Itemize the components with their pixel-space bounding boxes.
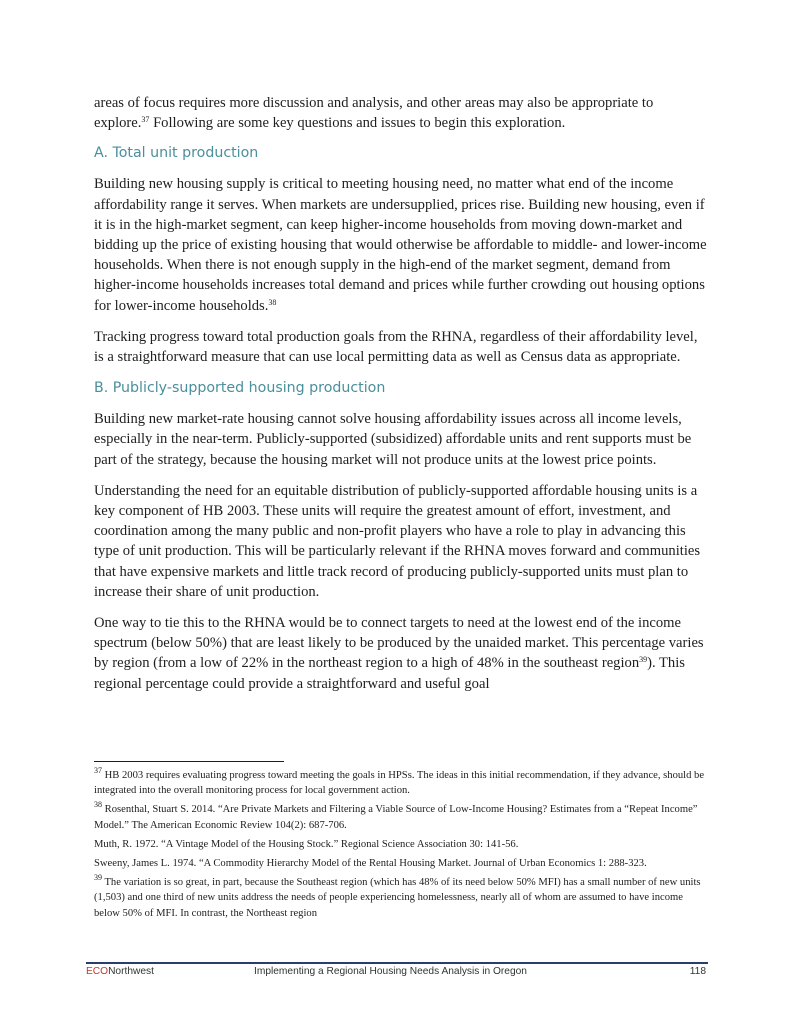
- footer-rule: [86, 962, 708, 964]
- section-heading-a: A. Total unit production: [94, 145, 259, 162]
- footnote-text: Sweeny, James L. 1974. “A Commodity Hierarchy Model of the Rental Housing Market. Journal of Urban Economics 1: 288-323.: [94, 858, 647, 870]
- footnote-text: The variation is so great, in part, because the Southeast region (which has 48% of its need below 50% MFI) has a small number of new units (1,503) and one third of new units address the needs of people experiencing homelessness, nearly all of whom are assumed to have income below 50% of MFI. In contrast, the Northeast region: [94, 877, 701, 919]
- intro-text-continued: Following are some key questions and issues to begin this exploration.: [149, 115, 566, 132]
- footnote-text: Rosenthal, Stuart S. 2014. “Are Private Markets and Filtering a Viable Source of Low-Income Housing? Estimates from a “Repeat Income” Model.” The American Economic Review 104(2): 687-706.: [94, 804, 698, 831]
- footnote-ref-37[interactable]: 37: [141, 115, 150, 125]
- section-heading-b: B. Publicly-supported housing production: [94, 380, 386, 397]
- footnote-38-citation-muth: [94, 837, 710, 852]
- section-b-paragraph-1: Building new market-rate housing cannot solve housing affordability issues across all income levels, especially in the near-term. Publicly-supported (subsidized) affordable units and rent supports must be part of the strategy, because the housing market will not produce units at the lowest price points.: [94, 411, 692, 468]
- footer-brand-logo: [86, 966, 154, 977]
- footnotes: [94, 768, 710, 925]
- footnote-number: 37: [94, 766, 102, 775]
- footnote-separator: [94, 761, 284, 762]
- footnote-text: Muth, R. 1972. “A Vintage Model of the Housing Stock.” Regional Science Association 30: 141-56.: [94, 838, 519, 850]
- paragraph-text: One way to tie this to the RHNA would be to connect targets to need at the lowest end of the income spectrum (below 50%) that are least likely to be produced by the unaided market. This percentage varies by region (from a low of 22% in the northeast region to a high of 48% in the southeast region: [94, 615, 704, 672]
- paragraph-text-continued: ). This regional percentage could provide a straightforward and useful goal: [94, 655, 685, 692]
- brand-eco: ECO: [86, 966, 109, 977]
- section-a-paragraph-2: Tracking progress toward total production goals from the RHNA, regardless of their affordability level, is a straightforward measure that can use local permitting data as well as Census data as appropriate.: [94, 328, 698, 366]
- intro-paragraph: [94, 93, 708, 133]
- brand-northwest: Northwest: [108, 966, 154, 977]
- footnote-38: [94, 802, 710, 832]
- intro-text: areas of focus requires more discussion and analysis, and other areas may also be appropriate to explore.: [94, 95, 654, 132]
- footnote-39: [94, 875, 710, 921]
- footer-document-title: Implementing a Regional Housing Needs Analysis in Oregon: [254, 966, 527, 977]
- footnote-37: [94, 768, 710, 798]
- page-number: 118: [689, 966, 706, 977]
- paragraph-text: Building new housing supply is critical to meeting housing need, no matter what end of the income affordability range it serves. When markets are undersupplied, prices rise. Building new housing, even if it is in the high-market segment, can keep higher-income households from moving down-market and bidding up the price of existing housing that would otherwise be affordable to middle- and lower-income households. When there is not enough supply in the high-end of the market segment, demand from higher-income households increases total demand and prices while further crowding out housing options for lower-income households.: [94, 176, 707, 314]
- section-b-paragraph-3: [94, 613, 708, 694]
- section-b-paragraph-2: Understanding the need for an equitable distribution of publicly-supported affordable housing units is a key component of HB 2003. These units will require the greatest amount of effort, investment, and coordination among the many public and non-profit players who have a role to play in advancing this type of unit production. This will be particularly relevant if the RHNA moves forward and communities that have expensive markets and little track record of producing publicly-supported units must plan to increase their share of unit production.: [94, 482, 701, 600]
- page-footer: [86, 966, 708, 982]
- body-content: [94, 93, 708, 705]
- section-a-paragraph-1: [94, 174, 708, 315]
- footnote-number: 39: [94, 873, 102, 883]
- footnote-text: HB 2003 requires evaluating progress toward meeting the goals in HPSs. The ideas in this initial recommendation, if they advance, should be integrated into the overall monitoring process for local government action.: [94, 770, 705, 797]
- footnote-ref-38[interactable]: 38: [268, 297, 277, 307]
- footnote-ref-39[interactable]: 39: [639, 655, 648, 665]
- footnote-38-citation-sweeny: [94, 856, 710, 871]
- footnote-number: 38: [94, 800, 102, 810]
